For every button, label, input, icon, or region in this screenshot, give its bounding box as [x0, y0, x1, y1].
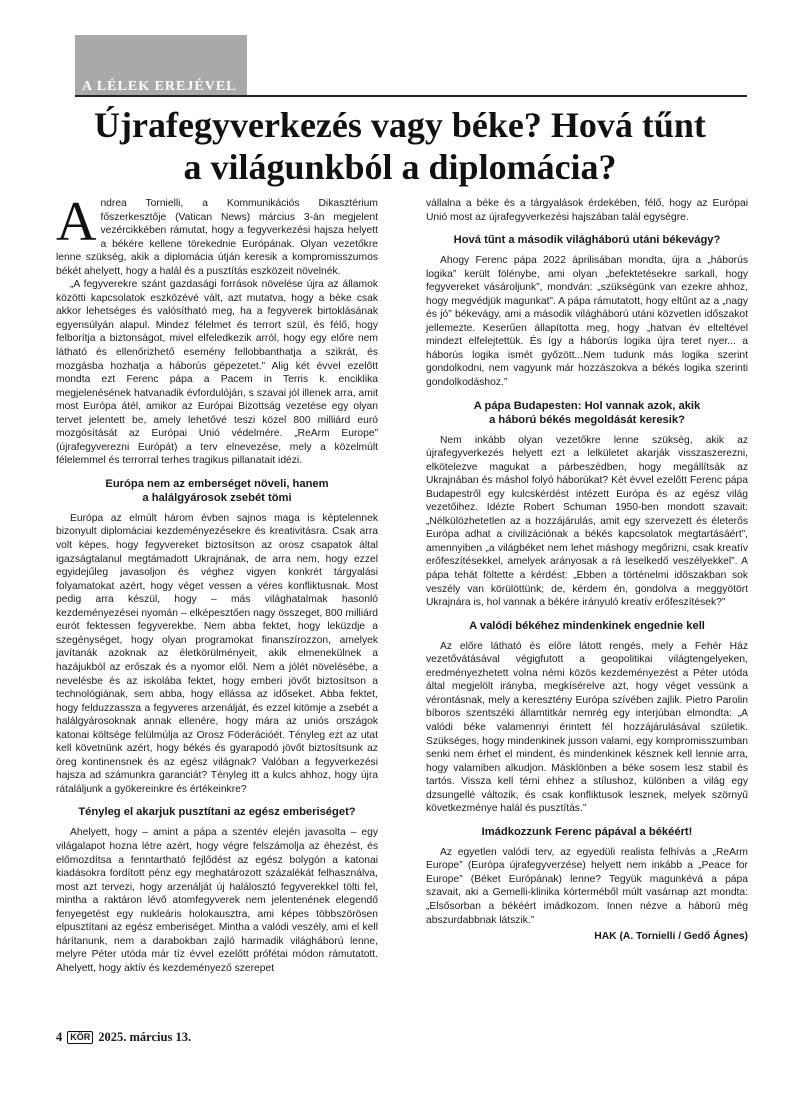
subheading-line-2: a háború békés megoldását keresik?	[489, 413, 685, 426]
paragraph: Nem inkább olyan vezetőkre lenne szükség, akik az újrafegyverkezés helyett ezt a lelkületet akarják visszaszerezni, elkötelezve magukat a párbeszédben, hogy megállítsák az Ukrajnában és máshol folyó háborúkat? Két évvel ezelőtt Ferenc pápa Budapestről egy kulcskérdést intézett Európa és az egész világ vezetőihez. Idézte Robert Schuman 1950-ben mondott szavait: „Nélkülözhetetlen az a hozzájárulás, amit egy szervezett és életerős Európa adhat a civilizációnak a békés kapcsolatok megtartásáért”, amennyiben „a világbéket nem lehet máshogy megőrizni, csak kreatív erőfeszítésekkel, amelyek arányosak a rá leselkedő veszélyekkel”. A pápa tehát föltette a kérdést: „Ebben a történelmi időszakban sok veszély van körülöttünk; de, kérdem én, gondolva a meggyötört Ukrajnára is, hol vannak a békére irányuló kreatív erőfeszítések?”	[426, 434, 748, 609]
paragraph: Ahogy Ferenc pápa 2022 áprilisában mondta, újra a „háborús logika” került fölénybe, ami olyan „befektetésekre sarkall, hogy fegyvereket vásároljunk”, mondván: „szükségünk van ezekre ahhoz, hogy megvédjük magunkat”. A pápa rámutatott, hogy eltűnt az a „nagy és jó” békevágy, ami a második világháború utáni közvetlen időszakot jellemezte. Keserűen állapította meg, hogy „hatvan év elteltével mindezt elfelejtettük. És így a háborús logika újra teret nyer... a háborús logika ismét győzött...Nem tudunk más logika szerint gondolkodni, nem vagyunk már hozzászokva a békés logika szerinti gondolkodáshoz.”	[426, 255, 748, 389]
lead-text: ndrea Tornielli, a Kommunikációs Dikasztérium főszerkesztője (Vatican News) március 3-án megjelent vezércikkében rámutat, hogy a fegyverkezési hajsza helyett a békére kellene törekednie Európának. Olyan vezetőkre lenne szükség, akik a diplomácia útján keresik a kompromisszumos békét ahelyett, hogy a halál és a pusztítás eszközeit növelnék.	[56, 198, 378, 277]
right-column	[426, 197, 748, 944]
subheading	[426, 399, 748, 427]
subheading: Tényleg el akarjuk pusztítani az egész emberiséget?	[78, 806, 356, 819]
lead-paragraph	[56, 191, 378, 278]
drop-cap: A	[56, 191, 97, 253]
paragraph: Az egyetlen valódi terv, az egyedüli realista felhívás a „ReArm Europe” (Európa újrafegyverzése) helyett nem inkább a „Peace for Europe” (Béket Európának) lenne? Tegyük magunkévá a pápa szavait, aki a Gemelli-klinika kórterméből múlt vasárnap azt mondta: „Elsősorban a békéért imádkozom. Innen nézve a háború még abszurdabbnak látszik.”	[426, 846, 748, 926]
left-column	[56, 191, 378, 975]
paragraph: vállalna a béke és a tárgyalások érdekében, félő, hogy az Európai Unió most az újrafegyverkezési hajszában talál egységre.	[426, 198, 748, 223]
title-line-1: Újrafegyverkezés vagy béke? Hová tűnt	[94, 105, 706, 145]
page-number: 4	[56, 1030, 63, 1044]
rubric-rule	[75, 95, 747, 97]
paragraph: „A fegyverekre szánt gazdasági források növelése újra az államok közötti kapcsolatok eszközévé vált, azt mutatva, hogy a béke csak akkor lehetséges és valósítható meg, ha a fegyverek birtoklásának egyensúlyán alapul. Mindez félelmet és terrort szül, és félő, hogy felborítja a biztonságot, mivel elfeledkezik arról, hogy egy előre nem látható és ellenőrizhető esemény fellobbanthatja a szikrát, és mozgásba hozhatja a háborús gépezetet.” Alig két évvel ezelőtt mondta ezt Ferenc pápa a Pacem in Terris k. enciklika megjelenésének hatvanadik évfordulóján, s szavai jól illenek arra, amit most Európa átél, amikor az Európai Bizottság vezetése egy olyan tervet jelentett be, amely lehetővé teszi közel 800 milliárd euró mozgósítását az Európai Unió védelmére. „ReArm Europe” (újrafegyverezni Európát) a terv elnevezése, mely a közelmúlt félelemmel és terrorral terhes tragikus pillanatait idézi.	[56, 279, 378, 467]
title-line-2: a világunkból a diplomácia?	[183, 147, 617, 187]
subheading-line-1: A pápa Budapesten: Hol vannak azok, akik	[473, 399, 701, 412]
subheading: A valódi békéhez mindenkinek engednie kell	[469, 619, 705, 632]
paragraph: Az előre látható és előre látott rengés, mely a Fehér Ház vezetővátásával végigfutott a geopolitikai világtengelyeken, eredményezhetett volna némi közös kezdeményezést a Péter utóda által megjelölt irányba, megkísérelve azt, hogy véget vessünk a vérontásnak, mely a keresztény Európa szívében zajlik. Pietro Parolin bíboros szentszéki államtitkár nemrég egy interjúban elmondta: „A valódi béke valamennyi érintett fél hozzájárulásával születik. Szükséges, hogy mindenkinek jusson valami, egy kompromisszumban senki nem érhet el mindent, és mindenkinek késznek kell lennie arra, hogy valamiben alkudjon. Másklönben a béke sosem lesz stabil és tartós. Vissza kell térni ehhez a stílushoz, különben a világ egy dzsungellé változik, és csak konfliktusok lesznek, melyek szörnyű következménye halál és pusztítás.”	[426, 640, 748, 815]
rubric-label: A LÉLEK EREJÉVEL	[82, 79, 237, 94]
paragraph: Európa az elmúlt három évben sajnos maga is képtelennek bizonyult diplomáciai kezdeményezésekre és kreativitásra. Csak arra volt képes, hogy fegyvereket biztosítson az orosz csapatok által igazságtalanul megtámadott Ukrajnának, de arra nem, hogy ezzel egyidejűleg javasoljon és véghez vigyen konkrét tárgyalási folyamatokat azért, hogy véget vessen a véres konfliktusnak. Most pedig arra készül, hogy – más világhatalmak hasonló kezdeményezései nyomán – elképesztően nagy összeget, 800 milliárd eurót fektessen fegyverekbe. Nem abba fektet, hogy leküzdje a szegénységet, hogy olyan programokat finanszírozzon, amelyek javítanák azoknak az életkörülményeit, akik elmenekülnek a hazájukból az erőszak és a nyomor elől. Nem a jólét növelésébe, a nevelésbe és az iskolába fektet, hogy emberi jövőt biztosítson a technológiának, sem abba, hogy ellássa az időseket. Abba fektet, hogy felduzzassza a fegyveres arzenálját, és ezzel kitömje a zsebét a halálgyárosoknak annak ellenére, hogy mára az uniós országok katonai költsége felülmúlja az Orosz Föderációét. Tényleg ezt az utat kell követnünk azért, hogy békés és gyarapodó jövőt biztosítsunk az öreg kontinensnek és az egész világnak? Valóban a fegyverkezési hajsza ad számunkra garanciát? Tényleg itt a kulcs ahhoz, hogy újra rátaláljunk a gyökereinkre és értékeinkre?	[56, 512, 378, 795]
kor-logo: KÖR	[67, 1031, 93, 1044]
issue-date: 2025. március 13.	[98, 1030, 192, 1044]
subheading-line-2: a halálgyárosok zsebét tömi	[142, 491, 292, 504]
subheading	[56, 477, 378, 505]
page-footer	[56, 1030, 191, 1045]
subheading: Hová tűnt a második világháború utáni békevágy?	[453, 234, 721, 247]
article-title	[40, 104, 760, 188]
paragraph: Ahelyett, hogy – amint a pápa a szentév elején javasolta – egy világalapot hozna létre azért, hogy végre felszámolja az éhezést, és előmozdítsa a fenntartható fejlődést az egész bolygón a katonai kiadásokra fordított pénz egy meghatározott százalékát felhasználva, most azt tervezi, hogy arzenálját új halálosztó fegyverekkel tölti fel, mintha a raktáron lévő atomfegyverek nem jelentenének elegendő fenyegetést egy nukleáris holokausztra, ami képes többszörösen elpusztítani az egész emberiséget. Mintha a valódi veszély, ami el kell hárítanunk, nem a darabokban zajló harmadik világháború lenne, melyre Péter utóda már tíz évvel ezelőtt prófétai módon rámutatott. Ahelyett, hogy aktív és kezdeményező szerepet	[56, 827, 378, 974]
author-signature: HAK (A. Tornielli / Gedő Ágnes)	[594, 931, 748, 943]
subheading-line-1: Európa nem az emberséget növeli, hanem	[105, 477, 329, 490]
subheading: Imádkozzunk Ferenc pápával a békéért!	[481, 825, 693, 838]
